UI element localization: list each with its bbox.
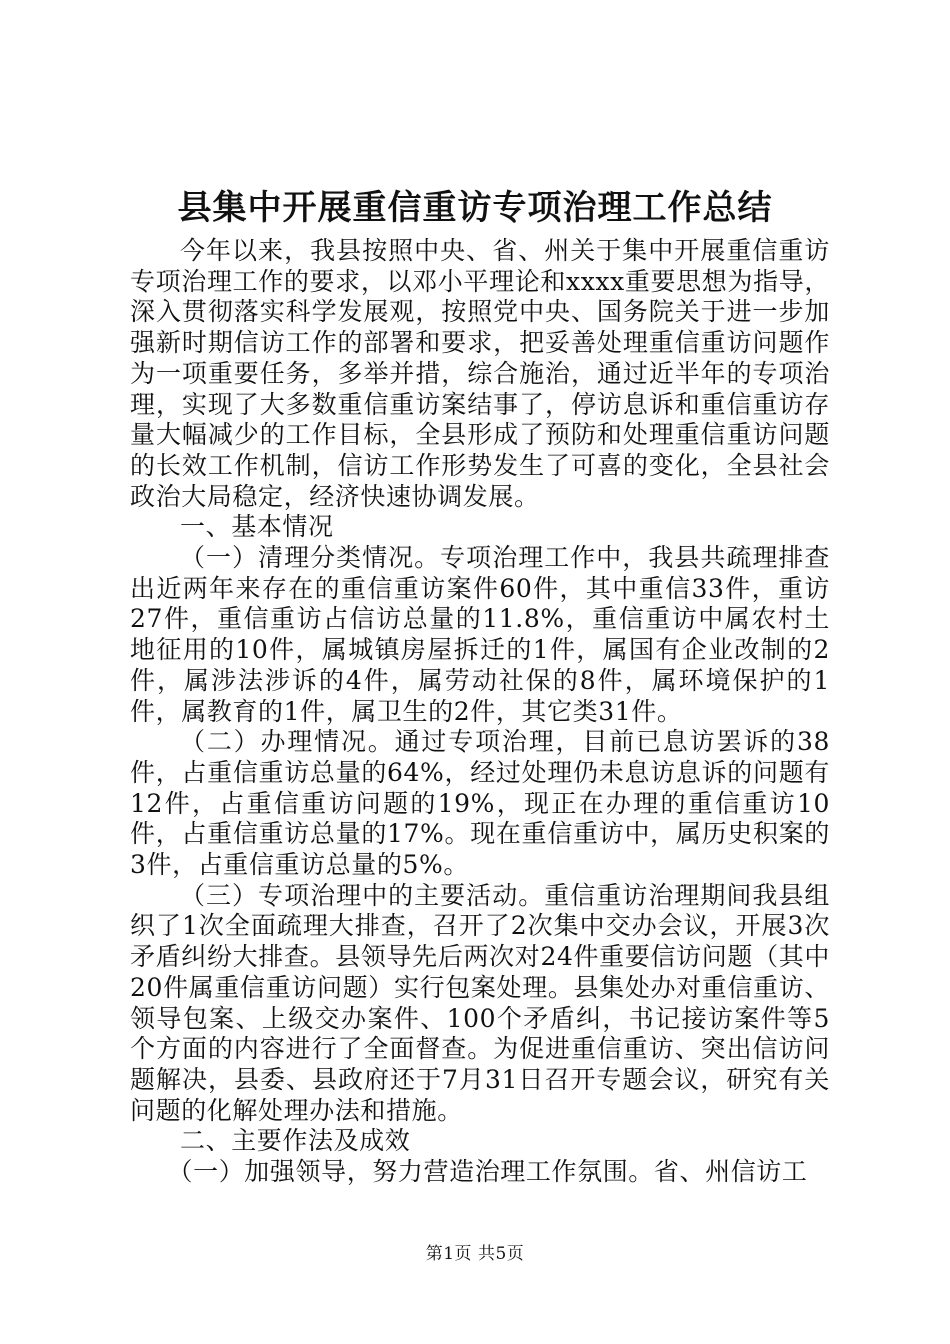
paragraph-handling: （二）办理情况。通过专项治理，目前已息访罢诉的38件，占重信重访总量的64%，经过处理仍未息访息诉的问题有12件，占重信重访问题的19%，现正在办理的重信重访10件，占重信重访总量的17%。现在重信重访中，属历史积案的3件，占重信重访总量的5%。 — [130, 727, 830, 880]
section-heading-main-practices: 二、主要作法及成效 — [180, 1126, 411, 1156]
document-title: 县集中开展重信重访专项治理工作总结 — [177, 188, 773, 228]
paragraph-intro: 今年以来，我县按照中央、省、州关于集中开展重信重访专项治理工作的要求，以邓小平理论和xxxx重要思想为指导，深入贯彻落实科学发展观，按照党中央、国务院关于进一步加强新时期信访工作的部署和要求，把妥善处理重信重访问题作为一项重要任务，多举并措，综合施治，通过近半年的专项治理，实现了大多数重信重访案结事了，停访息诉和重信重访存量大幅减少的工作目标，全县形成了预防和处理重信重访问题的长效工作机制，信访工作形势发生了可喜的变化，全县社会政治大局稳定，经济快速协调发展。 — [130, 236, 830, 511]
section-heading-basic-situation: 一、基本情况 — [180, 512, 334, 542]
paragraph-leadership: （一）加强领导，努力营造治理工作氛围。省、州信访工 — [167, 1157, 808, 1187]
document-body — [130, 236, 830, 1188]
page-footer: 第1页 共5页 — [425, 1244, 525, 1264]
paragraph-main-activities: （三）专项治理中的主要活动。重信重访治理期间我县组织了1次全面疏理大排查，召开了2次集中交办会议，开展3次矛盾纠纷大排查。县领导先后两次对24件重要信访问题（其中20件属重信重访问题）实行包案处理。县集处办对重信重访、领导包案、上级交办案件、100个矛盾纠，书记接访案件等5个方面的内容进行了全面督查。为促进重信重访、突出信访问题解决，县委、县政府还于7月31日召开专题会议，研究有关问题的化解处理办法和措施。 — [130, 880, 830, 1125]
paragraph-classification: （一）清理分类情况。专项治理工作中，我县共疏理排查出近两年来存在的重信重访案件60件，其中重信33件，重访27件，重信重访占信访总量的11.8%，重信重访中属农村土地征用的10件，属城镇房屋拆迁的1件，属国有企业改制的2件，属涉法涉诉的4件，属劳动社保的8件，属环境保护的1件，属教育的1件，属卫生的2件，其它类31件。 — [130, 543, 830, 726]
